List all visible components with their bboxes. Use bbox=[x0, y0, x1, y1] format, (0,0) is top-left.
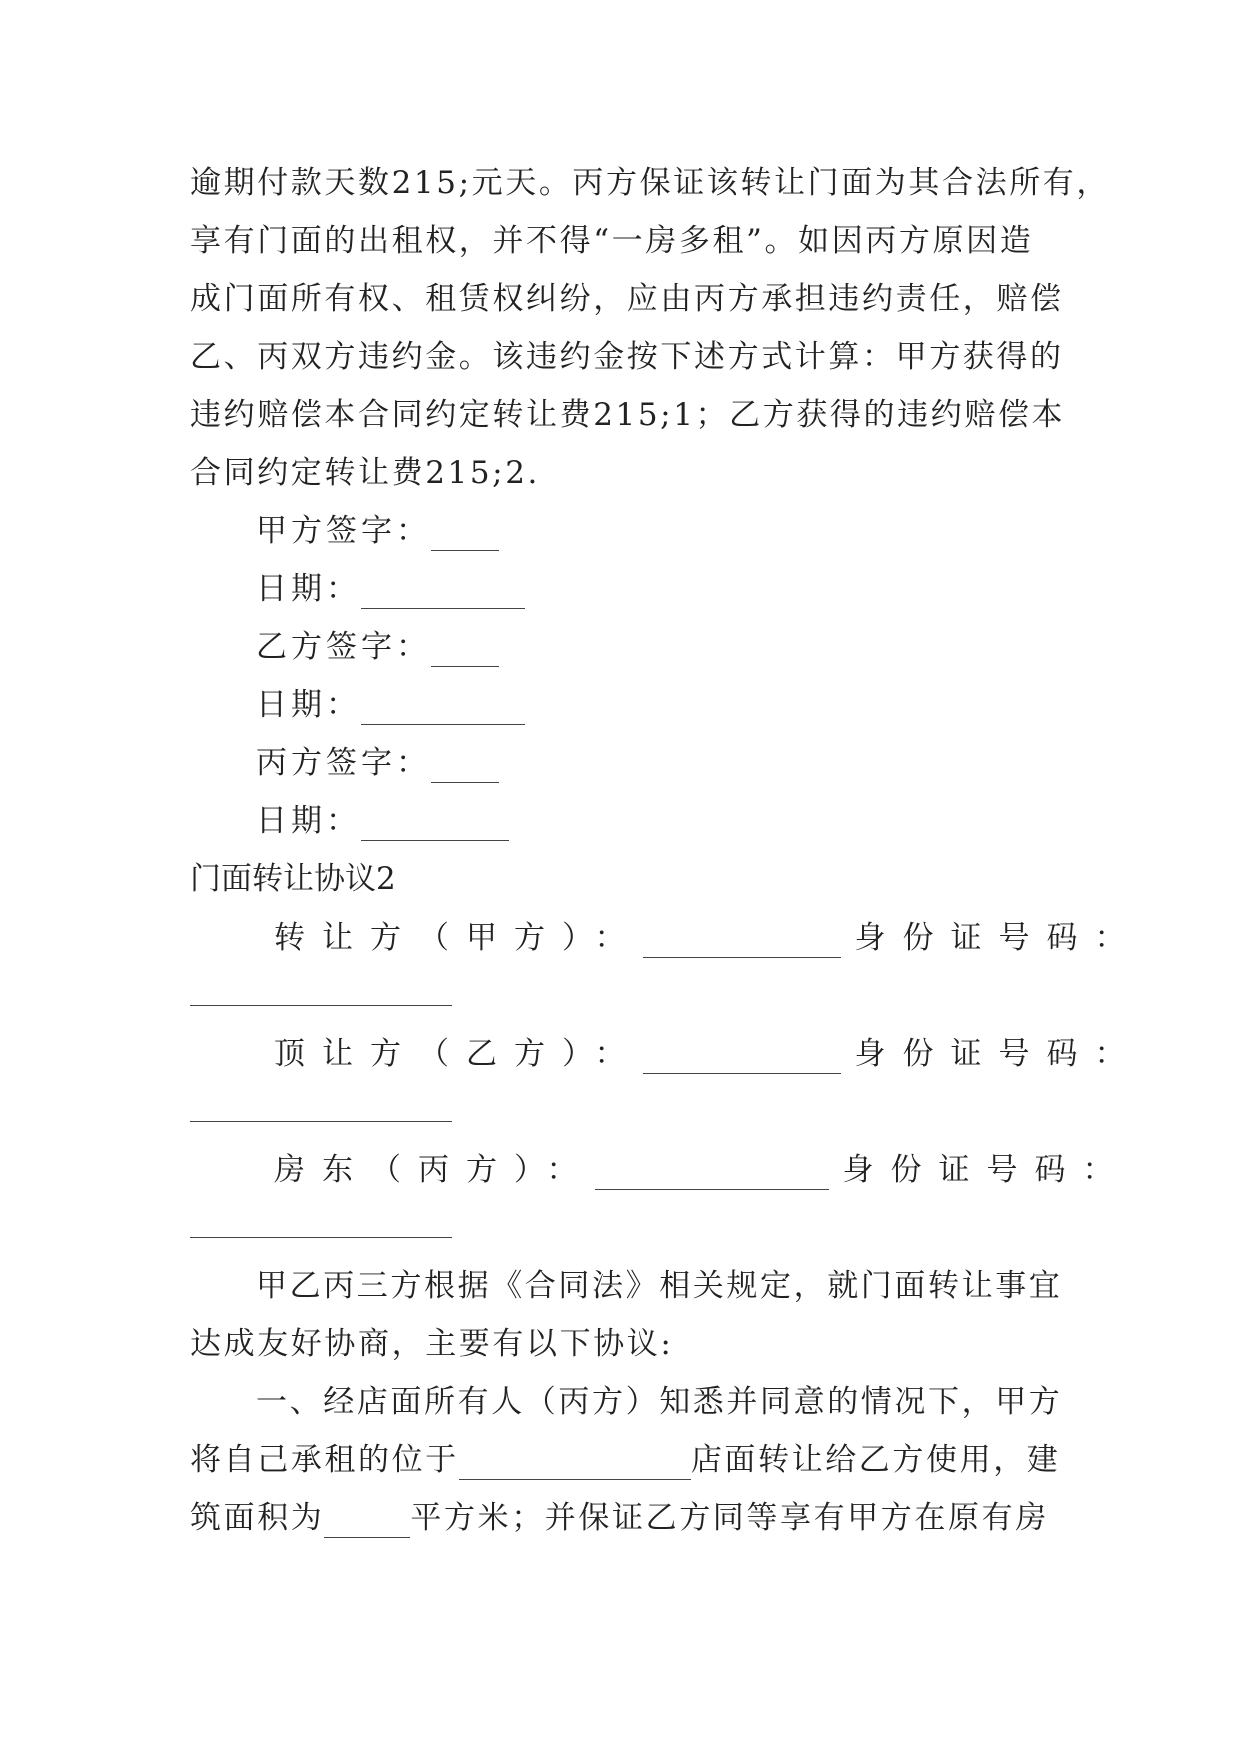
clause1-line-3 bbox=[190, 1498, 1049, 1538]
clause-text: 平方米；并保证乙方同等享有甲方在原有房 bbox=[410, 1500, 1049, 1536]
party-label: 转让方（甲方）： bbox=[274, 920, 643, 956]
paragraph-line-3: 成门面所有权、租赁权纠纷，应由丙方承担违约责任，赔偿 bbox=[190, 281, 1064, 317]
signature-label: 乙方签字： bbox=[256, 629, 431, 665]
date-label: 日期： bbox=[256, 803, 361, 839]
clause-text: 将自己承租的位于 bbox=[190, 1442, 459, 1478]
id-number-label: 身份证号码： bbox=[842, 1152, 1131, 1188]
date-blank bbox=[361, 812, 509, 841]
date-party-c bbox=[256, 801, 509, 841]
party-landlord bbox=[274, 1150, 1131, 1190]
signature-party-a bbox=[256, 511, 499, 551]
clause1-line-1: 一、经店面所有人（丙方）知悉并同意的情况下，甲方 bbox=[256, 1384, 1063, 1420]
date-blank bbox=[361, 580, 525, 609]
area-blank bbox=[324, 1509, 410, 1538]
date-label: 日期： bbox=[256, 571, 361, 607]
signature-label: 甲方签字： bbox=[256, 513, 431, 549]
date-blank bbox=[361, 696, 525, 725]
paragraph-line-5: 违约赔偿本合同约定转让费215;1；乙方获得的违约赔偿本 bbox=[190, 397, 1066, 433]
id-number-blank bbox=[190, 1121, 452, 1122]
signature-party-b bbox=[256, 627, 499, 667]
id-number-label: 身份证号码： bbox=[854, 920, 1143, 956]
intro-line-1: 甲乙丙三方根据《合同法》相关规定，就门面转让事宜 bbox=[256, 1268, 1063, 1304]
paragraph-line-1: 逾期付款天数215;元天。丙方保证该转让门面为其合法所有， bbox=[190, 165, 1111, 201]
signature-label: 丙方签字： bbox=[256, 745, 431, 781]
intro-line-2: 达成友好协商，主要有以下协议: bbox=[190, 1326, 674, 1362]
name-blank bbox=[595, 1161, 829, 1190]
date-label: 日期： bbox=[256, 687, 361, 723]
signature-blank bbox=[431, 638, 499, 667]
signature-party-c bbox=[256, 743, 499, 783]
id-number-label: 身份证号码： bbox=[854, 1036, 1143, 1072]
party-transferor bbox=[274, 918, 1143, 958]
signature-blank bbox=[431, 754, 499, 783]
name-blank bbox=[643, 929, 841, 958]
location-blank bbox=[459, 1451, 691, 1480]
paragraph-line-6: 合同约定转让费215;2. bbox=[190, 455, 540, 491]
party-label: 顶让方（乙方）： bbox=[274, 1036, 643, 1072]
name-blank bbox=[643, 1045, 841, 1074]
paragraph-line-2: 享有门面的出租权，并不得“一房多租”。如因丙方原因造 bbox=[190, 223, 1034, 259]
clause-text: 筑面积为 bbox=[190, 1500, 325, 1536]
paragraph-line-4: 乙、丙双方违约金。该违约金按下述方式计算：甲方获得的 bbox=[190, 339, 1064, 375]
date-party-b bbox=[256, 685, 525, 725]
date-party-a bbox=[256, 569, 525, 609]
party-transferee bbox=[274, 1034, 1143, 1074]
id-number-blank bbox=[190, 1005, 452, 1006]
section-title: 门面转让协议2 bbox=[190, 861, 396, 897]
signature-blank bbox=[431, 522, 499, 551]
id-number-blank bbox=[190, 1237, 452, 1238]
party-label: 房东（丙方）： bbox=[274, 1152, 595, 1188]
clause-text: 店面转让给乙方使用，建 bbox=[690, 1442, 1061, 1478]
clause1-line-2 bbox=[190, 1440, 1060, 1480]
